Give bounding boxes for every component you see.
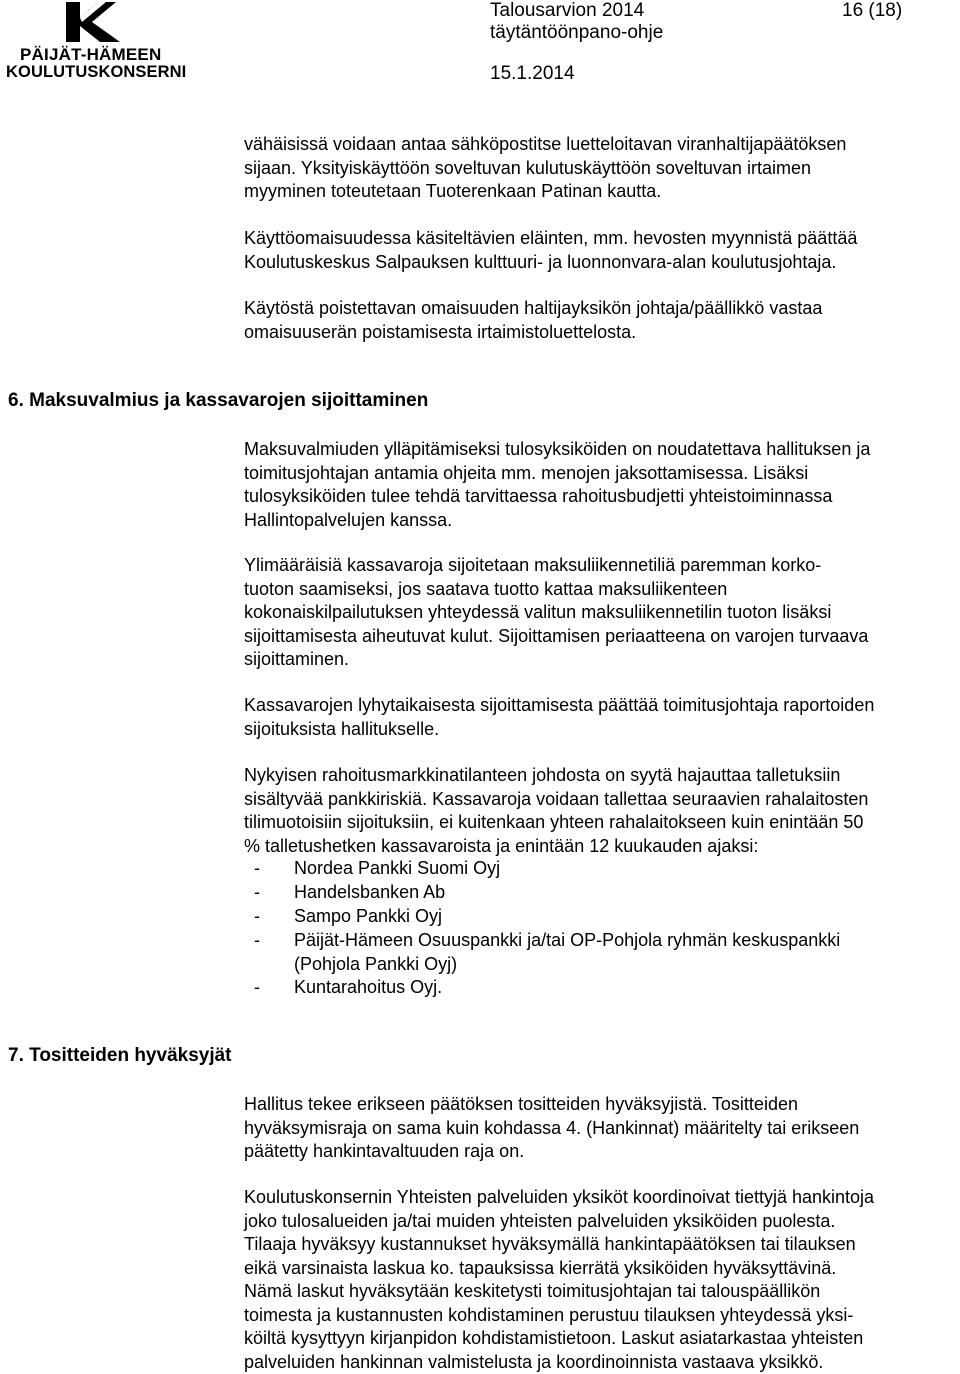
paragraph: [244, 554, 868, 672]
text-line: Maksuvalmiuden ylläpitämiseksi tulosyksiköiden on noudatettava hallituksen ja: [244, 438, 870, 462]
list-item-text: Kuntarahoitus Oyj.: [294, 977, 442, 998]
list-bullet: -: [254, 930, 260, 951]
text-line: toimitusjohtajan antamia ohjeita mm. menojen jaksottamisessa. Lisäksi: [244, 462, 870, 486]
paragraph: [244, 133, 846, 204]
text-line: Hallintopalvelujen kanssa.: [244, 509, 870, 533]
text-line: kokonaiskilpailutuksen yhteydessä valitun maksuliikennetilin tuoton lisäksi: [244, 601, 868, 625]
list-bullet: -: [254, 858, 260, 879]
text-line: Hallitus tekee erikseen päätöksen tositteiden hyväksyjistä. Tositteiden: [244, 1093, 859, 1117]
logo-text-line1: PÄIJÄT-HÄMEEN: [20, 45, 161, 65]
text-line: tilimuotoisiin sijoituksiin, ei kuitenkaan yhteen rahalaitokseen kuin enintään 50: [244, 811, 868, 835]
paragraph: [244, 1186, 874, 1374]
text-line: Nykyisen rahoitusmarkkinatilanteen johdosta on syytä hajauttaa talletuksiin: [244, 764, 868, 788]
text-line: myyminen toteutetaan Tuoterenkaan Patinan kautta.: [244, 180, 846, 204]
text-line: joko tulosalueiden ja/tai muiden yhteisten palveluiden yksiköiden puolesta.: [244, 1210, 874, 1234]
list-bullet: -: [254, 977, 260, 998]
text-line: Koulutuskonsernin Yhteisten palveluiden yksiköt koordinoivat tiettyjä hankintoja: [244, 1186, 874, 1210]
list-item-text: Nordea Pankki Suomi Oyj: [294, 858, 500, 879]
text-line: Tilaaja hyväksyy kustannukset hyväksymällä hankintapäätöksen tai tilauksen: [244, 1233, 874, 1257]
text-line: päätetty hankintavaltuuden raja on.: [244, 1140, 859, 1164]
paragraph: [244, 227, 857, 274]
organization-logo: [6, 0, 182, 80]
paragraph: [244, 1093, 859, 1164]
text-line: eikä varsinaista laskua ko. tapauksissa kierrätä yksiköiden hyväksyttävinä.: [244, 1257, 874, 1281]
text-line: Ylimääräisiä kassavaroja sijoitetaan maksuliikennetiliä paremman korko-: [244, 554, 868, 578]
text-line: Käyttöomaisuudessa käsiteltävien eläinten, mm. hevosten myynnistä päättää: [244, 227, 857, 251]
paragraph: [244, 694, 874, 741]
text-line: sijoittaminen.: [244, 648, 868, 672]
text-line: tulosyksiköiden tulee tehdä tarvittaessa rahoitusbudjetti yhteistoiminnassa: [244, 485, 870, 509]
document-date: 15.1.2014: [490, 63, 575, 85]
text-line: sijaan. Yksityiskäyttöön soveltuvan kulutuskäyttöön soveltuvan irtaimen: [244, 157, 846, 181]
section-heading: 7. Tositteiden hyväksyjät: [8, 1045, 232, 1067]
text-line: sisältyvää pankkiriskiä. Kassavaroja voidaan tallettaa seuraavien rahalaitosten: [244, 788, 868, 812]
paragraph: [244, 764, 868, 858]
text-line: sijoittamisesta aiheutuvat kulut. Sijoittamisen periaatteena on varojen turvaava: [244, 625, 868, 649]
page-number: 16 (18): [842, 0, 902, 22]
text-line: hyväksymisraja on sama kuin kohdassa 4. (Hankinnat) määritelty tai erikseen: [244, 1117, 859, 1141]
text-line: vähäisissä voidaan antaa sähköpostitse luetteloitavan viranhaltijapäätöksen: [244, 133, 846, 157]
list-item-text: (Pohjola Pankki Oyj): [294, 954, 457, 975]
text-line: Koulutuskeskus Salpauksen kulttuuri- ja luonnonvara-alan koulutusjohtaja.: [244, 251, 857, 275]
text-line: Käytöstä poistettavan omaisuuden haltijayksikön johtaja/päällikkö vastaa: [244, 297, 822, 321]
text-line: % talletushetken kassavaroista ja enintään 12 kuukauden ajaksi:: [244, 835, 868, 859]
text-line: köiltä kysyttyyn kirjanpidon kohdistamistietoon. Laskut asiatarkastaa yhteisten: [244, 1327, 874, 1351]
text-line: palveluiden hankinnan valmistelusta ja koordinoinnista vastaava yksikkö.: [244, 1351, 874, 1374]
list-bullet: -: [254, 906, 260, 927]
list-item-text: Handelsbanken Ab: [294, 882, 445, 903]
list-item-text: Päijät-Hämeen Osuuspankki ja/tai OP-Pohjola ryhmän keskuspankki: [294, 930, 840, 951]
list-bullet: -: [254, 882, 260, 903]
document-subtitle: täytäntöönpano-ohje: [490, 22, 663, 44]
paragraph: [244, 438, 870, 532]
text-line: tuoton saamiseksi, jos saatava tuotto kattaa maksuliikenteen: [244, 578, 868, 602]
logo-text-line2: KOULUTUSKONSERNI: [6, 63, 186, 82]
paragraph: [244, 297, 822, 344]
text-line: omaisuuserän poistamisesta irtaimistoluettelosta.: [244, 321, 822, 345]
document-title: Talousarvion 2014: [490, 0, 644, 22]
list-item-text: Sampo Pankki Oyj: [294, 906, 442, 927]
text-line: Kassavarojen lyhytaikaisesta sijoittamisesta päättää toimitusjohtaja raportoiden: [244, 694, 874, 718]
text-line: sijoituksista hallitukselle.: [244, 718, 874, 742]
section-heading: 6. Maksuvalmius ja kassavarojen sijoittaminen: [8, 390, 428, 412]
text-line: toimesta ja kustannusten kohdistaminen perustuu tilauksen yhteydessä yksi-: [244, 1304, 874, 1328]
text-line: Nämä laskut hyväksytään keskitetysti toimitusjohtajan tai talouspäällikön: [244, 1280, 874, 1304]
k-logo-mark-icon: [58, 0, 128, 44]
